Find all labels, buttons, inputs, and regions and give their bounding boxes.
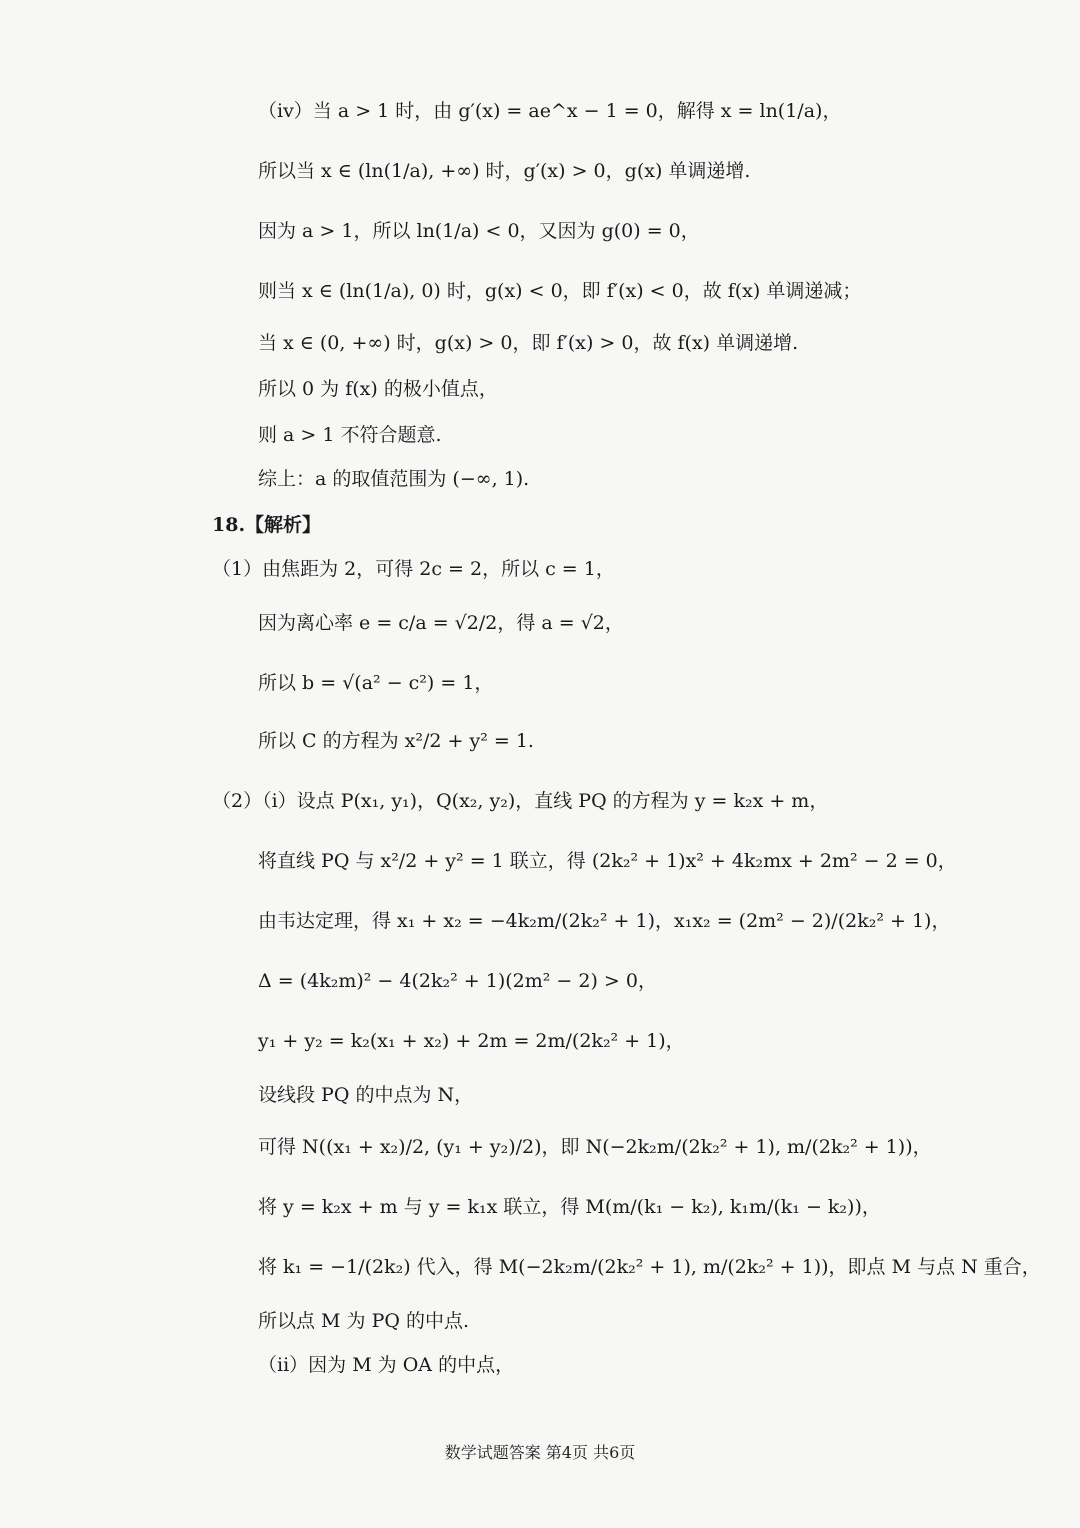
text-line: 所以 C 的方程为 x²/2 + y² = 1. — [258, 730, 534, 752]
section-heading: 18.【解析】 — [212, 514, 322, 536]
text-line: 可得 N((x₁ + x₂)/2, (y₁ + y₂)/2)，即 N(−2k₂m/(2k₂² + 1), m/(2k₂² + 1))， — [258, 1136, 932, 1158]
text-line: （iv）当 a > 1 时，由 g′(x) = ae^x − 1 = 0，解得 x = ln(1/a)， — [258, 100, 842, 122]
text-line: （2）（i）设点 P(x₁, y₁)，Q(x₂, y₂)，直线 PQ 的方程为 y = k₂x + m， — [212, 790, 829, 812]
page-footer: 数学试题答案 第4页 共6页 — [444, 1443, 636, 1462]
text-line: Δ = (4k₂m)² − 4(2k₂² + 1)(2m² − 2) > 0， — [258, 970, 657, 992]
text-line: y₁ + y₂ = k₂(x₁ + x₂) + 2m = 2m/(2k₂² + 1)， — [258, 1030, 685, 1052]
text-line: 综上：a 的取值范围为 (−∞, 1). — [258, 468, 530, 490]
text-line: （1）由焦距为 2，可得 2c = 2，所以 c = 1， — [212, 558, 615, 580]
text-line: 所以 b = √(a² − c²) = 1， — [258, 672, 494, 694]
text-line: 因为 a > 1，所以 ln(1/a) < 0，又因为 g(0) = 0， — [258, 220, 700, 242]
text-line: 则 a > 1 不符合题意. — [258, 424, 442, 446]
text-line: 由韦达定理，得 x₁ + x₂ = −4k₂m/(2k₂² + 1)，x₁x₂ = (2m² − 2)/(2k₂² + 1)， — [258, 910, 951, 932]
text-line: （ii）因为 M 为 OA 的中点， — [258, 1354, 515, 1376]
text-line: 设线段 PQ 的中点为 N， — [258, 1084, 474, 1106]
text-line: 所以 0 为 f(x) 的极小值点， — [258, 378, 498, 400]
text-line: 因为离心率 e = c/a = √2/2，得 a = √2， — [258, 612, 624, 634]
text-line: 将 y = k₂x + m 与 y = k₁x 联立，得 M(m/(k₁ − k₂), k₁m/(k₁ − k₂))， — [258, 1196, 881, 1218]
text-line: 当 x ∈ (0, +∞) 时，g(x) > 0，即 f′(x) > 0，故 f(x) 单调递增. — [258, 332, 799, 354]
text-line: 所以点 M 为 PQ 的中点. — [258, 1310, 470, 1332]
text-line: 将直线 PQ 与 x²/2 + y² = 1 联立，得 (2k₂² + 1)x² + 4k₂mx + 2m² − 2 = 0， — [258, 850, 957, 872]
text-line: 则当 x ∈ (ln(1/a), 0) 时，g(x) < 0，即 f′(x) < 0，故 f(x) 单调递减； — [258, 280, 862, 302]
text-line: 所以当 x ∈ (ln(1/a), +∞) 时，g′(x) > 0，g(x) 单调递增. — [258, 160, 751, 182]
text-line: 将 k₁ = −1/(2k₂) 代入，得 M(−2k₂m/(2k₂² + 1), m/(2k₂² + 1))，即点 M 与点 N 重合， — [258, 1256, 1041, 1278]
